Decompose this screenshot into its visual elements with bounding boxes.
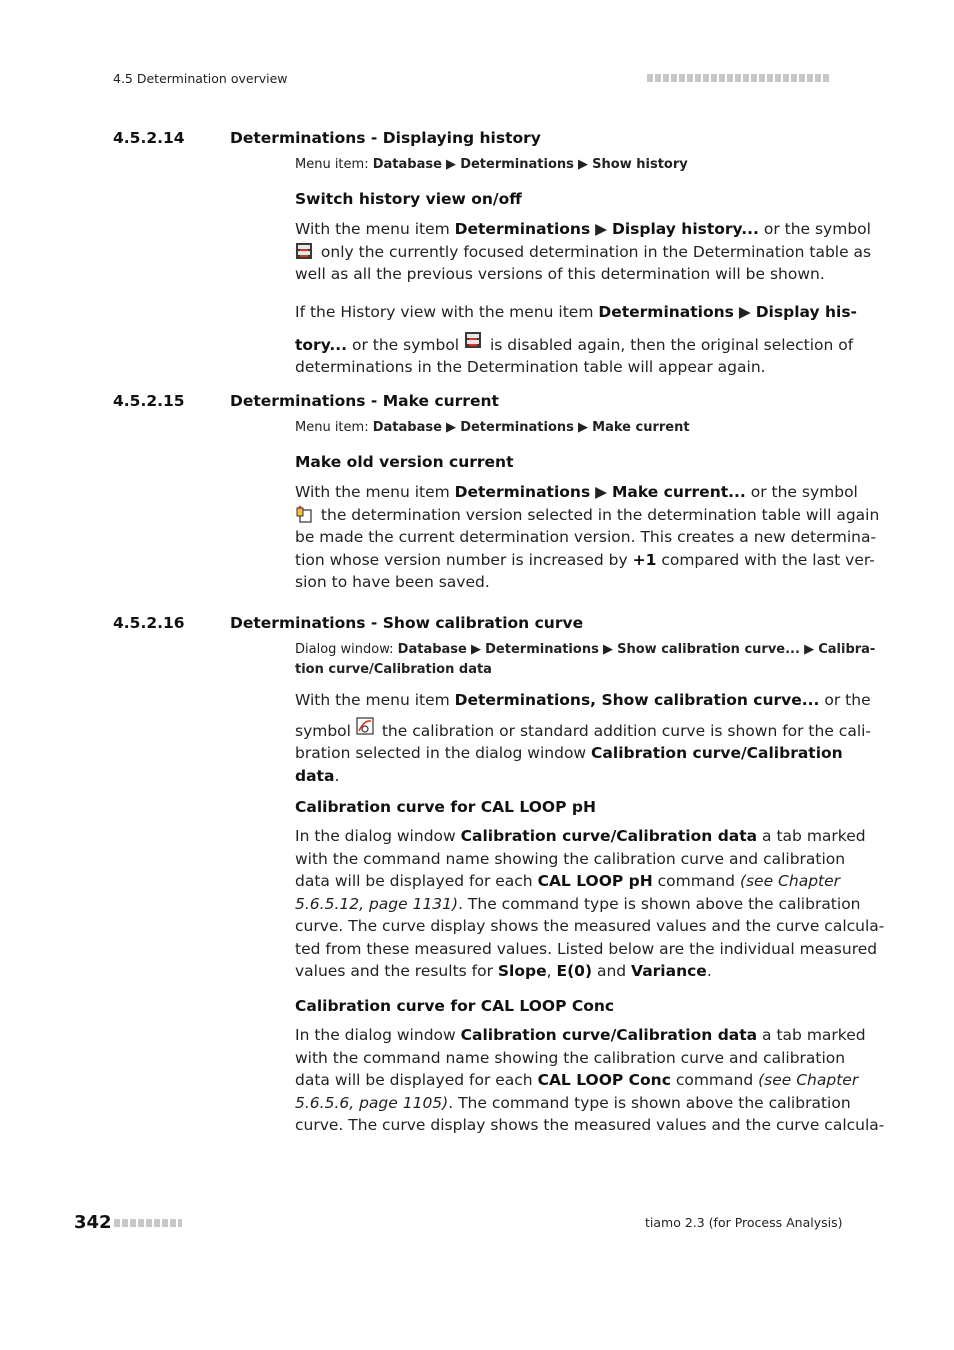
running-header: 4.5 Determination overview xyxy=(113,71,288,86)
menu-path: Dialog window: Database ▶ Determinations ▶ Show calibration curve... ▶ Calibra- tion curve/Calibration data xyxy=(295,642,876,677)
section-title: Determinations - Displaying history xyxy=(230,129,541,147)
history-icon xyxy=(295,242,313,260)
footer-decoration xyxy=(114,1219,182,1227)
section-number: 4.5.2.14 xyxy=(113,129,185,147)
paragraph: With the menu item Determinations ▶ Make current... or the symbol the determination version selected in the determination table will again be made the current determination version. This creates a new determina- tion whose version number is increased by +1 compared with the last ver- sion to have been saved. xyxy=(295,483,880,591)
make-current-icon xyxy=(295,505,313,523)
menu-path: Menu item: Database ▶ Determinations ▶ Show history xyxy=(295,157,688,172)
subheading: Calibration curve for CAL LOOP pH xyxy=(295,798,596,816)
section-title: Determinations - Make current xyxy=(230,392,499,410)
page-number: 342 xyxy=(74,1212,112,1233)
paragraph: With the menu item Determinations, Show calibration curve... or the symbol the calibration or standard addition curve is shown for the cali- bration selected in the dialog window Calibration curve/Calibration data. xyxy=(295,691,872,785)
calibration-curve-icon xyxy=(356,717,374,735)
section-number: 4.5.2.15 xyxy=(113,392,185,410)
footer-product: tiamo 2.3 (for Process Analysis) xyxy=(645,1215,843,1230)
paragraph: If the History view with the menu item Determinations ▶ Display his- tory... or the symbol is disabled again, then the original selection of determinations in the Determination table will appear again. xyxy=(295,303,857,376)
menu-path: Menu item: Database ▶ Determinations ▶ Make current xyxy=(295,420,690,435)
paragraph: In the dialog window Calibration curve/Calibration data a tab marked with the command name showing the calibration curve and calibration data will be displayed for each CAL LOOP Conc command (see Chapter 5.6.5.6, page 1105). The command type is shown above the calibration curve. The curve display shows the measured values and the curve calcula- xyxy=(295,1026,885,1134)
header-decoration xyxy=(647,74,829,82)
section-title: Determinations - Show calibration curve xyxy=(230,614,584,632)
paragraph: With the menu item Determinations ▶ Display history... or the symbol only the currently focused determination in the Determination table as well as all the previous versions of this determination will be shown. xyxy=(295,220,872,283)
history-icon xyxy=(464,331,482,349)
subheading: Calibration curve for CAL LOOP Conc xyxy=(295,997,615,1015)
subheading: Make old version current xyxy=(295,453,514,471)
paragraph: In the dialog window Calibration curve/Calibration data a tab marked with the command name showing the calibration curve and calibration data will be displayed for each CAL LOOP pH command (see Chapter 5.6.5.12, page 1131). The command type is shown above the calibration curve. The curve display shows the measured values and the curve calcula- ted from these measured values. Listed below are the individual measured values and the results for Slope, E(0) and Variance. xyxy=(295,827,885,980)
subheading: Switch history view on/off xyxy=(295,190,522,208)
section-number: 4.5.2.16 xyxy=(113,614,185,632)
